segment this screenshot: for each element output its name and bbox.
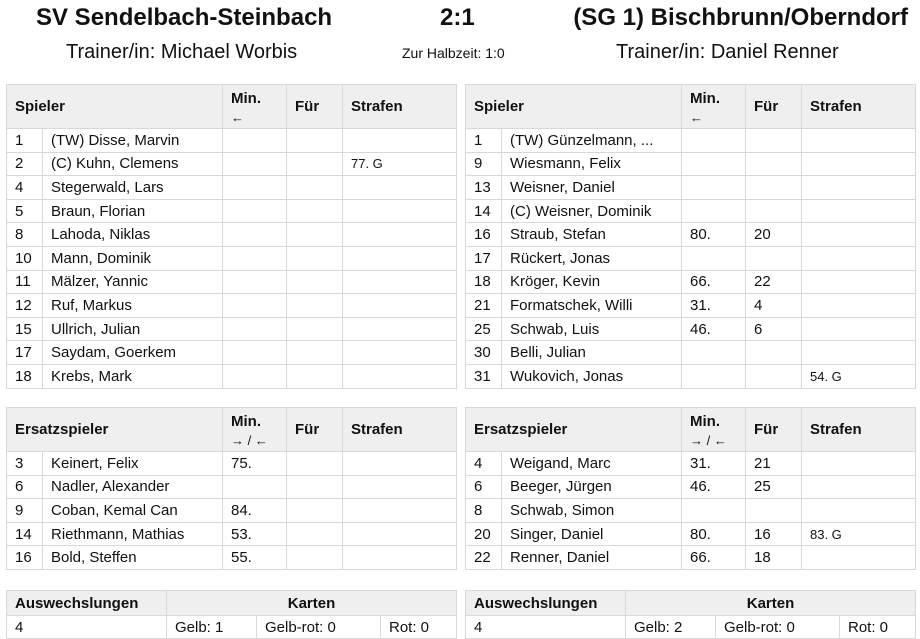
player-penalty <box>343 223 457 247</box>
player-row <box>7 152 457 176</box>
player-penalty <box>343 317 457 341</box>
player-minute: 66. <box>682 546 746 570</box>
player-penalty <box>802 546 916 570</box>
player-minute <box>682 129 746 153</box>
player-minute: 46. <box>682 475 746 499</box>
player-name: Renner, Daniel <box>502 546 682 570</box>
player-name: Stegerwald, Lars <box>43 176 223 200</box>
home-players-table <box>6 84 457 389</box>
player-for <box>746 341 802 365</box>
player-for: 20 <box>746 223 802 247</box>
player-minute <box>223 152 287 176</box>
col-header-cards: Karten <box>626 591 916 616</box>
home-team-name: SV Sendelbach-Steinbach <box>36 4 333 31</box>
player-minute: 46. <box>682 317 746 341</box>
player-penalty <box>343 341 457 365</box>
player-for <box>746 152 802 176</box>
player-number: 6 <box>466 475 502 499</box>
player-penalty <box>343 546 457 570</box>
player-minute: 31. <box>682 452 746 476</box>
player-minute: 80. <box>682 522 746 546</box>
player-name: Schwab, Simon <box>502 499 682 523</box>
player-row <box>466 294 916 318</box>
col-header-substitutions: Auswechslungen <box>7 591 167 616</box>
player-minute <box>223 199 287 223</box>
player-minute: 55. <box>223 546 287 570</box>
player-name: Formatschek, Willi <box>502 294 682 318</box>
player-name: (TW) Günzelmann, ... <box>502 129 682 153</box>
player-name: Weigand, Marc <box>502 452 682 476</box>
player-number: 31 <box>466 364 502 388</box>
player-minute <box>682 176 746 200</box>
away-summary-table <box>465 590 916 639</box>
player-number: 8 <box>466 499 502 523</box>
player-name: Braun, Florian <box>43 199 223 223</box>
player-row <box>466 341 916 365</box>
player-minute: 53. <box>223 522 287 546</box>
player-row <box>7 294 457 318</box>
player-penalty <box>802 246 916 270</box>
col-header-subs: Ersatzspieler <box>466 408 682 452</box>
player-name: Riethmann, Mathias <box>43 522 223 546</box>
yellow-red-cards: Gelb-rot: 0 <box>257 616 381 639</box>
player-minute: 66. <box>682 270 746 294</box>
player-for <box>287 129 343 153</box>
player-row <box>7 475 457 499</box>
player-row <box>7 452 457 476</box>
player-row <box>466 546 916 570</box>
player-row <box>466 246 916 270</box>
player-number: 11 <box>7 270 43 294</box>
yellow-red-cards: Gelb-rot: 0 <box>716 616 840 639</box>
player-name: Rückert, Jonas <box>502 246 682 270</box>
player-minute <box>682 199 746 223</box>
player-name: Lahoda, Niklas <box>43 223 223 247</box>
player-minute <box>223 341 287 365</box>
player-minute <box>682 364 746 388</box>
player-row <box>466 270 916 294</box>
away-trainer: Trainer/in: Daniel Renner <box>616 41 839 63</box>
player-penalty <box>802 317 916 341</box>
player-name: Nadler, Alexander <box>43 475 223 499</box>
player-row <box>7 270 457 294</box>
player-number: 20 <box>466 522 502 546</box>
red-cards: Rot: 0 <box>840 616 916 639</box>
player-minute <box>223 223 287 247</box>
player-number: 17 <box>466 246 502 270</box>
player-number: 25 <box>466 317 502 341</box>
away-players-table <box>465 84 916 389</box>
player-minute <box>682 246 746 270</box>
player-row <box>466 152 916 176</box>
player-name: Bold, Steffen <box>43 546 223 570</box>
player-penalty <box>802 499 916 523</box>
player-name: Keinert, Felix <box>43 452 223 476</box>
player-name: (C) Kuhn, Clemens <box>43 152 223 176</box>
player-number: 14 <box>466 199 502 223</box>
player-name: Saydam, Goerkem <box>43 341 223 365</box>
player-row <box>466 452 916 476</box>
player-penalty <box>802 452 916 476</box>
col-header-for: Für <box>746 85 802 129</box>
player-for <box>746 246 802 270</box>
player-name: Wiesmann, Felix <box>502 152 682 176</box>
col-header-players: Spieler <box>466 85 682 129</box>
player-minute: 80. <box>682 223 746 247</box>
player-name: Straub, Stefan <box>502 223 682 247</box>
player-minute: 31. <box>682 294 746 318</box>
player-penalty <box>802 475 916 499</box>
player-number: 4 <box>7 176 43 200</box>
player-number: 22 <box>466 546 502 570</box>
player-number: 21 <box>466 294 502 318</box>
player-penalty <box>802 270 916 294</box>
player-number: 18 <box>466 270 502 294</box>
red-cards: Rot: 0 <box>381 616 457 639</box>
home-subs-table <box>6 407 457 570</box>
player-row <box>7 199 457 223</box>
player-number: 3 <box>7 452 43 476</box>
player-for <box>287 499 343 523</box>
col-header-cards: Karten <box>167 591 457 616</box>
player-minute <box>223 475 287 499</box>
player-number: 14 <box>7 522 43 546</box>
player-penalty <box>343 364 457 388</box>
player-number: 13 <box>466 176 502 200</box>
player-for <box>287 546 343 570</box>
player-row <box>7 546 457 570</box>
player-for: 4 <box>746 294 802 318</box>
player-name: Weisner, Daniel <box>502 176 682 200</box>
player-row <box>466 499 916 523</box>
away-subs-table <box>465 407 916 570</box>
player-penalty: 77. G <box>343 152 457 176</box>
player-minute: 84. <box>223 499 287 523</box>
player-for <box>287 364 343 388</box>
player-penalty <box>802 294 916 318</box>
player-minute <box>682 499 746 523</box>
col-header-penalties: Strafen <box>343 85 457 129</box>
player-for <box>746 499 802 523</box>
player-row <box>7 246 457 270</box>
player-penalty <box>343 199 457 223</box>
col-header-for: Für <box>746 408 802 452</box>
player-name: Ullrich, Julian <box>43 317 223 341</box>
player-penalty: 54. G <box>802 364 916 388</box>
player-minute <box>682 152 746 176</box>
player-penalty <box>343 452 457 476</box>
col-header-penalties: Strafen <box>802 85 916 129</box>
player-number: 16 <box>7 546 43 570</box>
player-number: 12 <box>7 294 43 318</box>
player-row <box>7 522 457 546</box>
player-name: Schwab, Luis <box>502 317 682 341</box>
player-number: 18 <box>7 364 43 388</box>
player-for <box>287 341 343 365</box>
player-for <box>287 452 343 476</box>
player-penalty <box>802 199 916 223</box>
player-for: 16 <box>746 522 802 546</box>
player-number: 16 <box>466 223 502 247</box>
col-header-min: Min. → / ← <box>223 408 287 452</box>
player-row <box>466 199 916 223</box>
player-name: (TW) Disse, Marvin <box>43 129 223 153</box>
yellow-cards: Gelb: 2 <box>626 616 716 639</box>
player-for: 21 <box>746 452 802 476</box>
col-header-penalties: Strafen <box>343 408 457 452</box>
home-trainer: Trainer/in: Michael Worbis <box>66 41 298 63</box>
player-number: 10 <box>7 246 43 270</box>
player-minute <box>223 246 287 270</box>
col-header-min: Min. ← <box>682 85 746 129</box>
player-for <box>287 522 343 546</box>
player-number: 1 <box>466 129 502 153</box>
player-row <box>7 129 457 153</box>
player-number: 9 <box>466 152 502 176</box>
player-penalty <box>343 294 457 318</box>
player-for: 22 <box>746 270 802 294</box>
player-number: 5 <box>7 199 43 223</box>
player-minute: 75. <box>223 452 287 476</box>
player-name: Coban, Kemal Can <box>43 499 223 523</box>
halftime-score: Zur Halbzeit: 1:0 <box>402 45 505 61</box>
player-minute <box>223 270 287 294</box>
player-name: Wukovich, Jonas <box>502 364 682 388</box>
player-penalty <box>343 522 457 546</box>
home-summary-table <box>6 590 457 639</box>
player-number: 15 <box>7 317 43 341</box>
player-minute <box>682 341 746 365</box>
player-penalty <box>343 499 457 523</box>
player-row <box>466 223 916 247</box>
player-for: 25 <box>746 475 802 499</box>
player-name: Ruf, Markus <box>43 294 223 318</box>
final-score: 2:1 <box>440 4 475 31</box>
player-name: Krebs, Mark <box>43 364 223 388</box>
player-row <box>7 341 457 365</box>
player-name: Beeger, Jürgen <box>502 475 682 499</box>
player-for <box>746 199 802 223</box>
player-row <box>466 522 916 546</box>
substitutions-count: 4 <box>466 616 626 639</box>
col-header-penalties: Strafen <box>802 408 916 452</box>
player-row <box>7 176 457 200</box>
player-row <box>7 317 457 341</box>
player-row <box>466 129 916 153</box>
col-header-substitutions: Auswechslungen <box>466 591 626 616</box>
substitutions-count: 4 <box>7 616 167 639</box>
player-minute <box>223 176 287 200</box>
player-for <box>287 176 343 200</box>
player-number: 1 <box>7 129 43 153</box>
player-row <box>466 317 916 341</box>
col-header-subs: Ersatzspieler <box>7 408 223 452</box>
player-row <box>7 364 457 388</box>
player-penalty <box>802 152 916 176</box>
player-for <box>287 223 343 247</box>
player-name: Kröger, Kevin <box>502 270 682 294</box>
player-for <box>287 270 343 294</box>
player-name: Mann, Dominik <box>43 246 223 270</box>
player-for <box>287 317 343 341</box>
player-penalty <box>802 223 916 247</box>
col-header-min: Min. → / ← <box>682 408 746 452</box>
player-name: Belli, Julian <box>502 341 682 365</box>
player-penalty: 83. G <box>802 522 916 546</box>
player-number: 9 <box>7 499 43 523</box>
col-header-for: Für <box>287 85 343 129</box>
player-name: Mälzer, Yannic <box>43 270 223 294</box>
player-penalty <box>343 246 457 270</box>
player-for <box>287 294 343 318</box>
player-number: 6 <box>7 475 43 499</box>
col-header-players: Spieler <box>7 85 223 129</box>
player-name: Singer, Daniel <box>502 522 682 546</box>
player-for <box>746 129 802 153</box>
player-row <box>466 364 916 388</box>
player-for: 18 <box>746 546 802 570</box>
player-row <box>7 499 457 523</box>
player-minute <box>223 129 287 153</box>
player-number: 30 <box>466 341 502 365</box>
player-penalty <box>802 341 916 365</box>
player-penalty <box>343 129 457 153</box>
player-penalty <box>343 176 457 200</box>
player-for <box>287 199 343 223</box>
col-header-min: Min. ← <box>223 85 287 129</box>
player-for <box>746 176 802 200</box>
player-for <box>287 152 343 176</box>
player-for <box>746 364 802 388</box>
player-penalty <box>343 270 457 294</box>
away-team-name: (SG 1) Bischbrunn/Oberndorf <box>573 4 908 31</box>
player-penalty <box>343 475 457 499</box>
col-header-for: Für <box>287 408 343 452</box>
player-for: 6 <box>746 317 802 341</box>
player-number: 4 <box>466 452 502 476</box>
player-row <box>466 176 916 200</box>
player-penalty <box>802 129 916 153</box>
player-for <box>287 475 343 499</box>
player-penalty <box>802 176 916 200</box>
player-minute <box>223 317 287 341</box>
player-row <box>466 475 916 499</box>
player-minute <box>223 294 287 318</box>
yellow-cards: Gelb: 1 <box>167 616 257 639</box>
player-number: 2 <box>7 152 43 176</box>
player-number: 8 <box>7 223 43 247</box>
player-row <box>7 223 457 247</box>
player-number: 17 <box>7 341 43 365</box>
player-for <box>287 246 343 270</box>
player-name: (C) Weisner, Dominik <box>502 199 682 223</box>
player-minute <box>223 364 287 388</box>
